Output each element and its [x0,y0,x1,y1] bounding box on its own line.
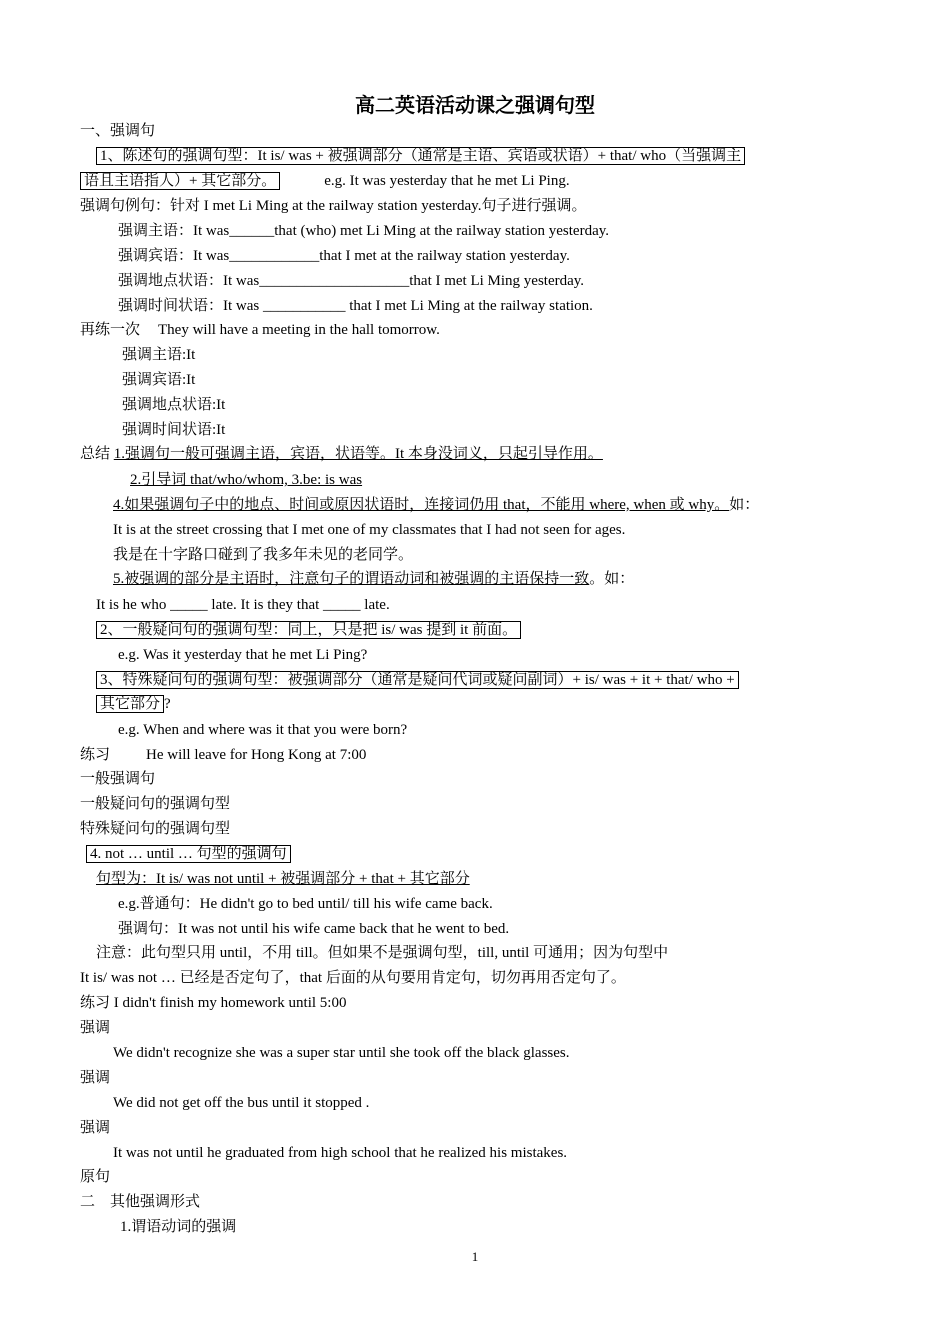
example-intro: 强调句例句：针对 I met Li Ming at the railway station yesterday.句子进行强调。 [80,198,587,214]
rule2-line [96,620,521,640]
example-subject: 强调主语：It was______that (who) met Li Ming at the railway station yesterday. [118,223,610,239]
summary-point5-text: 5.被强调的部分是主语时，注意句子的谓语动词和被强调的主语保持一致 [113,571,590,587]
summary-point2 [130,470,362,490]
practice3-sentence-3: It was not until he graduated from high school that he realized his mistakes. [113,1145,568,1161]
rule2-box: 2、一般疑问句的强调句型：同上，只是把 is/ was 提到 it 前面。 [96,621,521,639]
summary-label: 总结 [80,446,111,462]
section1-heading: 一、强调句 [80,123,156,139]
example-object: 强调宾语：It was____________that I met at the railway station yesterday. [118,248,570,264]
practice2-label: 练习 [80,747,111,763]
practice2-item3: 特殊疑问句的强调句型 [80,821,231,837]
summary-point4-tail: 如： [729,497,760,513]
summary-point2-text: 2.引导词 that/who/whom, 3.be: is was [130,472,363,488]
rule3-line-a [96,670,739,690]
summary-line1 [80,444,603,464]
summary4-translation: 我是在十字路口碰到了我多年未见的老同学。 [113,547,414,563]
original-label: 原句 [80,1169,111,1185]
rule1-example: e.g. It was yesterday that he met Li Ping. [324,173,570,189]
emphasis-label-1: 强调 [80,1020,111,1036]
summary-point4-text: 4.如果强调句子中的地点、时间或原因状语时，连接词仍用 that，不能用 where, when 或 why。 [113,497,730,513]
rule1-box-b: 语且主语指人）+ 其它部分。 [80,172,280,190]
rule4-line [86,844,291,864]
practice2-sentence: He will leave for Hong Kong at 7:00 [146,747,367,763]
section2-item1: 1.谓语动词的强调 [120,1219,237,1235]
summary-point5-tail: 。如： [589,571,635,587]
practice2-line [80,745,366,765]
rule2-example: e.g. Was it yesterday that he met Li Ping? [118,647,368,663]
rule3-box-a: 3、特殊疑问句的强调句型：被强调部分（通常是疑问代词或疑问副词）+ is/ was + it + that/ who + [96,671,739,689]
emphasis-label-3: 强调 [80,1120,111,1136]
rule4-pattern [96,869,470,889]
rule1-line-a [96,146,745,166]
note-line1: 注意：此句型只用 until，不用 till。但如果不是强调句型，till, until 可通用；因为句型中 [96,945,669,961]
practice1-place: 强调地点状语:It [122,397,226,413]
section2-heading: 二 其他强调形式 [80,1194,201,1210]
emphasis-label-2: 强调 [80,1070,111,1086]
summary-point4 [113,495,759,515]
rule3-tail: ? [164,696,171,712]
rule4-box: 4. not … until … 句型的强调句 [86,845,291,863]
summary-point1: 1.强调句一般可强调主语，宾语，状语等。It 本身没词义，只起引导作用。 [113,446,603,462]
summary5-example: It is he who _____ late. It is they that _____ late. [96,597,390,613]
rule1-box-a: 1、陈述句的强调句型：It is/ was + 被强调部分（通常是主语、宾语或状语）+ that/ who（当强调主 [96,147,745,165]
rule4-example1: e.g.普通句：He didn't go to bed until/ till his wife came back. [118,896,493,912]
practice1-line [80,320,440,340]
page-number: 1 [471,1249,479,1264]
practice1-subject: 强调主语:It [122,347,196,363]
practice3-line: 练习 I didn't finish my homework until 5:00 [80,995,347,1011]
example-time: 强调时间状语：It was ___________ that I met Li Ming at the railway station. [118,298,593,314]
practice1-sentence: They will have a meeting in the hall tomorrow. [158,322,440,338]
note-line2: It is/ was not … 已经是否定句了，that 后面的从句要用肯定句，切勿再用否定句了。 [80,970,626,986]
practice3-sentence-1: We didn't recognize she was a super star until she took off the black glasses. [113,1045,570,1061]
rule3-box-b: 其它部分 [96,695,164,713]
practice2-item2: 一般疑问句的强调句型 [80,796,231,812]
rule4-example2: 强调句：It was not until his wife came back that he went to bed. [118,921,510,937]
example-place: 强调地点状语：It was____________________that I met Li Ming yesterday. [118,273,585,289]
rule3-line-b [96,694,171,714]
practice1-time: 强调时间状语:It [122,422,226,438]
summary4-example: It is at the street crossing that I met one of my classmates that I had not seen for ages. [113,522,626,538]
rule3-example: e.g. When and where was it that you were born? [118,722,408,738]
practice2-item1: 一般强调句 [80,771,156,787]
rule1-line-b [80,171,570,191]
practice1-label: 再练一次 [80,322,141,338]
rule4-pattern-text: 句型为：It is/ was not until + 被强调部分 + that + 其它部分 [96,871,470,887]
practice1-object: 强调宾语:It [122,372,196,388]
page-title: 高二英语活动课之强调句型 [355,95,595,117]
practice3-sentence-2: We did not get off the bus until it stopped . [113,1095,370,1111]
summary-point5 [113,569,634,589]
